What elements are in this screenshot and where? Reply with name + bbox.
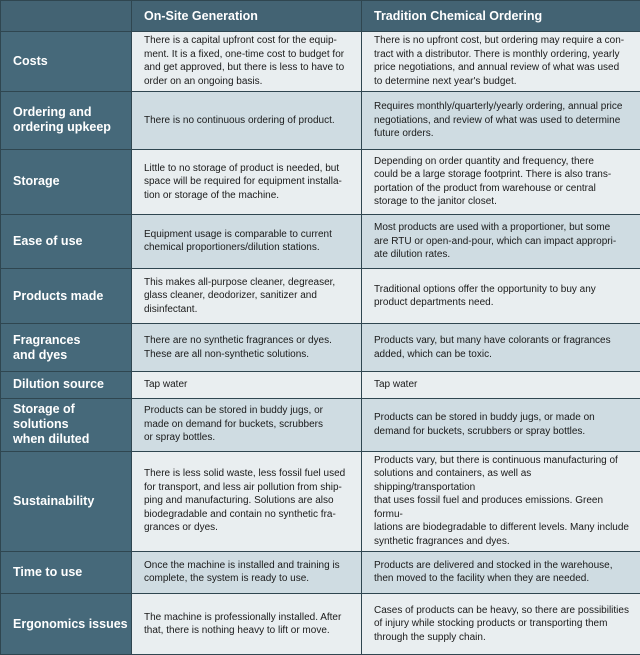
traditional-cell-line: that uses fossil fuel and produces emissions. Green formu- [374,495,604,520]
onsite-cell [132,269,362,324]
row-label [1,451,132,551]
traditional-cell-line: price negotiations, and annual review of what was used [374,62,620,74]
column-header-onsite: On-Site Generation [132,1,362,32]
onsite-cell-line: There is less solid waste, less fossil fuel used [144,468,346,480]
traditional-cell [362,451,640,551]
traditional-cell-line: Products are delivered and stocked in the warehouse, [374,559,613,571]
onsite-cell-line: space will be required for equipment installa- [144,176,342,188]
onsite-cell-line: chemical proportioners/dilution stations. [144,242,320,254]
onsite-cell [132,398,362,451]
table-row [1,324,640,372]
onsite-cell-line: tion or storage of the machine. [144,189,280,201]
traditional-cell-line: Traditional options offer the opportunity to buy any [374,283,596,295]
header-row [1,1,640,32]
onsite-cell-line: Equipment usage is comparable to current [144,228,332,240]
row-label [1,398,132,451]
onsite-cell-line: Little to no storage of product is needed, but [144,162,340,174]
onsite-cell [132,150,362,215]
onsite-cell-line: There is a capital upfront cost for the equip- [144,35,337,47]
table-row [1,214,640,268]
traditional-cell-line: added, which can be toxic. [374,348,492,360]
traditional-cell-line: Most products are used with a proportioner, but some [374,222,611,234]
traditional-cell [362,269,640,324]
row-label [1,150,132,215]
onsite-cell-line: made on demand for buckets, scrubbers [144,418,323,430]
table-row [1,150,640,215]
traditional-cell [362,372,640,398]
traditional-cell-line: could be a large storage footprint. There is also trans- [374,169,612,181]
traditional-cell-line: lations are biodegradable to different levels. Many include [374,522,629,534]
traditional-cell-line: Products can be stored in buddy jugs, or made on [374,412,595,424]
traditional-cell-line: Depending on order quantity and frequency, there [374,155,594,167]
row-label-line: Ordering and [13,105,92,120]
traditional-cell [362,150,640,215]
traditional-cell-line: negotiations, and review of what was used to determine [374,114,621,126]
traditional-cell [362,324,640,372]
traditional-cell-line: to determine next year's budget. [374,75,517,87]
corner-cell [1,1,132,32]
traditional-cell-line: storage to the janitor closet. [374,196,497,208]
onsite-cell-line: This makes all-purpose cleaner, degreaser, [144,276,336,288]
traditional-cell-line: then moved to the facility when they are needed. [374,573,590,585]
traditional-cell [362,551,640,594]
traditional-cell-line: There is no upfront cost, but ordering may require a con- [374,35,625,47]
column-header-traditional: Tradition Chemical Ordering [362,1,640,32]
traditional-cell-line: Products vary, but many have colorants or fragrances [374,335,611,347]
traditional-cell-line: Tap water [374,379,418,391]
traditional-cell-line: ate dilution rates. [374,249,451,261]
row-label-line: and dyes [13,347,68,362]
row-label-line: Storage [13,174,60,189]
row-label-line: Sustainability [13,493,95,508]
onsite-cell-line: for transport, and less air pollution from ship- [144,481,342,493]
onsite-cell-line: Once the machine is installed and training is [144,559,340,571]
onsite-cell [132,214,362,268]
onsite-cell [132,451,362,551]
onsite-cell-line: or spray bottles. [144,432,216,444]
row-label-line: Costs [13,53,48,68]
onsite-cell-line: disinfectant. [144,303,198,315]
traditional-cell-line: through the supply chain. [374,631,486,643]
onsite-cell-line: biodegradable and contain no synthetic fra- [144,508,336,520]
onsite-cell-line: Products can be stored in buddy jugs, or [144,405,323,417]
row-label [1,594,132,655]
onsite-cell-line: and get approved, but there is less to have to [144,62,345,74]
table-row [1,551,640,594]
row-label [1,91,132,149]
onsite-cell-line: order on an ongoing basis. [144,75,263,87]
onsite-cell [132,324,362,372]
traditional-cell [362,32,640,92]
table-row [1,398,640,451]
onsite-cell-line: There are no synthetic fragrances or dyes. [144,335,332,347]
traditional-cell [362,594,640,655]
table-row [1,91,640,149]
table-row [1,372,640,398]
row-label [1,551,132,594]
traditional-cell-line: synthetic fragrances and dyes. [374,535,510,547]
onsite-cell [132,32,362,92]
traditional-cell-line: demand for buckets, scrubbers or spray bottles. [374,425,586,437]
traditional-cell-line: portation of the product from warehouse or central [374,182,596,194]
row-label-line: Dilution source [13,377,104,392]
onsite-cell-line: Tap water [144,379,188,391]
row-label-line: Storage of solutions [13,402,75,432]
traditional-cell-line: tract with a distributor. There is monthly ordering, yearly [374,48,620,60]
table-row [1,32,640,92]
onsite-cell [132,594,362,655]
onsite-cell-line: There is no continuous ordering of product. [144,114,335,126]
traditional-cell-line: Requires monthly/quarterly/yearly ordering, annual price [374,101,623,113]
onsite-cell-line: ment. It is a fixed, one-time cost to budget for [144,48,345,60]
row-label [1,32,132,92]
traditional-cell-line: solutions and containers, as well as shipping/transportation [374,468,532,493]
traditional-cell-line: of injury while stocking products or transporting them [374,618,608,630]
traditional-cell-line: product departments need. [374,297,494,309]
traditional-cell-line: are RTU or open-and-pour, which can impact appropri- [374,235,617,247]
onsite-cell-line: ping and manufacturing. Solutions are also [144,495,334,507]
row-label-line: Ease of use [13,233,83,248]
traditional-cell [362,91,640,149]
onsite-cell-line: that, there is nothing heavy to lift or move. [144,625,330,637]
row-label-line: Time to use [13,564,83,579]
onsite-cell-line: complete, the system is ready to use. [144,573,310,585]
row-label-line: when diluted [13,432,90,447]
traditional-cell-line: future orders. [374,128,434,140]
row-label [1,372,132,398]
onsite-cell-line: grances or dyes. [144,522,218,534]
onsite-cell-line: The machine is professionally installed. After [144,611,342,623]
onsite-cell [132,91,362,149]
row-label-line: Ergonomics issues [13,616,128,631]
onsite-cell-line: glass cleaner, deodorizer, sanitizer and [144,290,317,302]
table-row [1,451,640,551]
row-label [1,324,132,372]
onsite-cell-line: These are all non-synthetic solutions. [144,348,310,360]
row-label [1,214,132,268]
table-row [1,269,640,324]
table-row [1,594,640,655]
row-label-line: Products made [13,288,104,303]
row-label-line: Fragrances [13,332,81,347]
traditional-cell-line: Products vary, but there is continuous manufacturing of [374,454,618,466]
onsite-cell [132,551,362,594]
traditional-cell-line: Cases of products can be heavy, so there are possibilities [374,604,629,616]
row-label [1,269,132,324]
row-label-line: ordering upkeep [13,120,111,135]
traditional-cell [362,398,640,451]
traditional-cell [362,214,640,268]
onsite-cell [132,372,362,398]
